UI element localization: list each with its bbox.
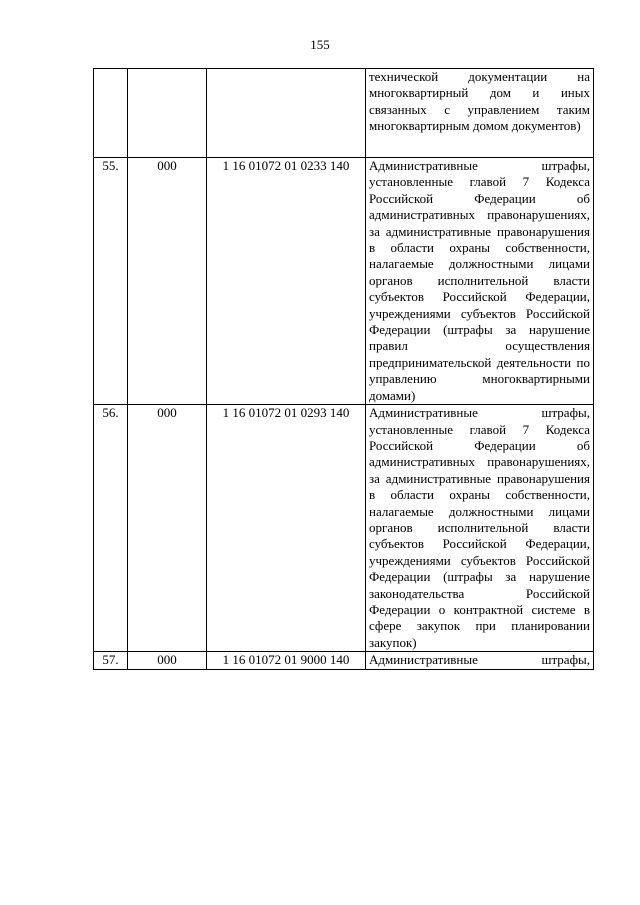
table-row bbox=[94, 652, 594, 669]
administrator-code-cell: 000 bbox=[128, 652, 207, 669]
row-number-cell bbox=[94, 69, 128, 158]
administrator-code-cell: 000 bbox=[128, 158, 207, 405]
budget-code-cell bbox=[207, 69, 366, 158]
administrator-code-cell bbox=[128, 69, 207, 158]
budget-code-cell: 1 16 01072 01 0233 140 bbox=[207, 158, 366, 405]
row-number-cell: 55. bbox=[94, 158, 128, 405]
description-cell: Административные штрафы, установленные главой 7 Кодекса Российской Федерации об административных правонарушениях, за административные правонарушения в области охраны собственности, налагаемые должностными лицами органов исполнительной власти субъектов Российской Федерации, учреждениями субъектов Российской Федерации (штрафы за нарушение законодательства Российской Федерации о контрактной системе в сфере закупок при планировании закупок) bbox=[366, 405, 594, 652]
description-cell: Административные штрафы, установленные главой 7 Кодекса Российской Федерации об административных правонарушениях, за административные правонарушения в области охраны собственности, налагаемые должностными лицами органов исполнительной власти субъектов Российской Федерации, учреждениями субъектов Российской Федерации (штрафы за нарушение правил осуществления предпринимательской деятельности по управлению многоквартирными домами) bbox=[366, 158, 594, 405]
administrator-code-cell: 000 bbox=[128, 405, 207, 652]
page-number: 155 bbox=[310, 37, 330, 52]
description-cell: технической документации на многоквартирный дом и иных связанных с управлением таким многоквартирным домом документов) bbox=[366, 69, 594, 158]
budget-code-cell: 1 16 01072 01 0293 140 bbox=[207, 405, 366, 652]
budget-classification-table bbox=[93, 68, 594, 670]
table-row bbox=[94, 405, 594, 652]
description-cell: Административные штрафы, bbox=[366, 652, 594, 669]
table-row bbox=[94, 69, 594, 158]
row-number-cell: 57. bbox=[94, 652, 128, 669]
budget-code-cell: 1 16 01072 01 9000 140 bbox=[207, 652, 366, 669]
table-row bbox=[94, 158, 594, 405]
row-number-cell: 56. bbox=[94, 405, 128, 652]
